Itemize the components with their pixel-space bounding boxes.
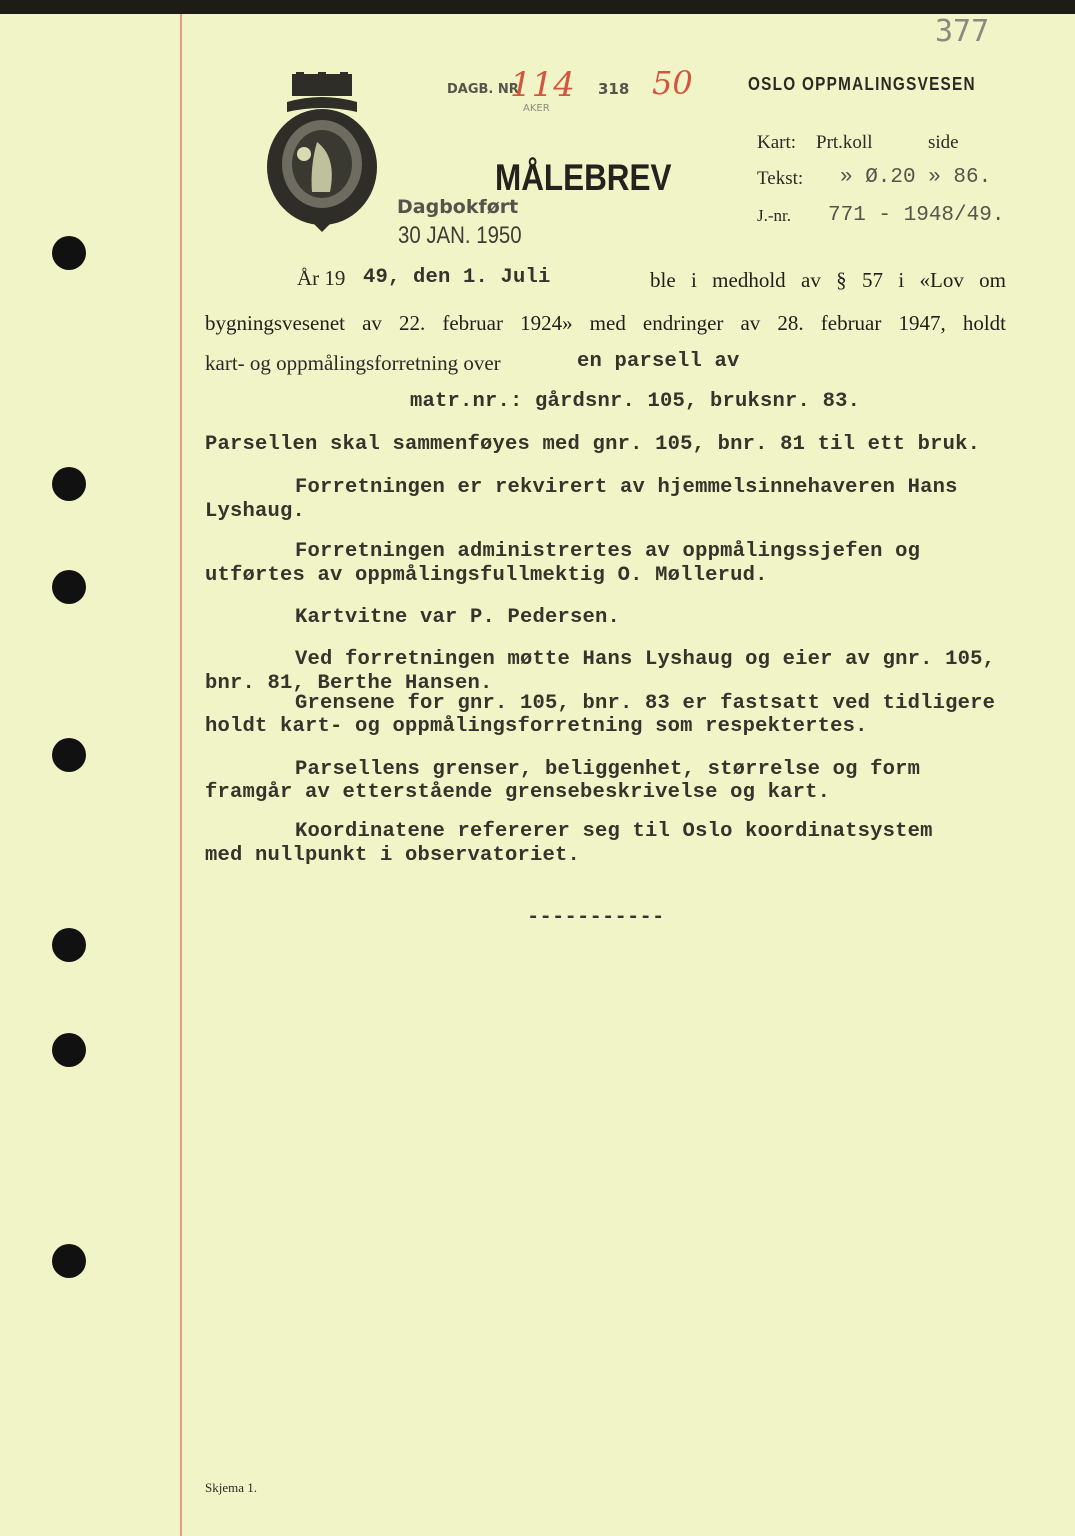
body-line: ble i medhold av § 57 i «Lov om xyxy=(650,268,1006,292)
paragraph-line: holdt kart- og oppmålingsforretning som respektertes. xyxy=(205,715,868,738)
tekst-value: » Ø.20 » 86. xyxy=(840,166,992,189)
paragraph-line: Kartvitne var P. Pedersen. xyxy=(295,606,621,629)
punch-hole xyxy=(52,1033,86,1067)
paragraph-line: utførtes av oppmålingsfullmektig O. Møllerud. xyxy=(205,564,768,587)
side-label: side xyxy=(928,132,959,153)
body-line-typed: en parsell av xyxy=(577,350,740,373)
scan-top-edge xyxy=(0,0,1075,14)
jnr-label: J.-nr. xyxy=(757,206,791,225)
body-line: bygningsvesenet av 22. februar 1924» med endringer av 28. februar 1947, holdt xyxy=(205,311,1006,335)
punch-hole xyxy=(52,738,86,772)
stamp-label: Dagbokført xyxy=(397,196,519,218)
jnr-value: 771 - 1948/49. xyxy=(828,204,1005,227)
page-number: 377 xyxy=(935,14,990,49)
paragraph-line: Parsellen skal sammenføyes med gnr. 105, bnr. 81 til ett bruk. xyxy=(205,433,981,456)
paragraph-line: Forretningen er rekvirert av hjemmelsinnehaveren Hans xyxy=(295,476,958,499)
paragraph-line: Koordinatene refererer seg til Oslo koordinatsystem xyxy=(295,820,933,843)
oslo-emblem xyxy=(262,72,382,232)
body-line: kart- og oppmålingsforretning over xyxy=(205,351,501,375)
paragraph-line: med nullpunkt i observatoriet. xyxy=(205,844,581,867)
date-typed: 49, den 1. Juli xyxy=(363,266,551,289)
year-prefix: År 19 xyxy=(297,266,351,290)
punch-hole xyxy=(52,467,86,501)
office-name: OSLO OPPMALINGSVESEN xyxy=(748,74,976,94)
paragraph-line: Grensene for gnr. 105, bnr. 83 er fastsatt ved tidligere xyxy=(295,692,996,715)
punch-hole xyxy=(52,1244,86,1278)
punch-hole xyxy=(52,570,86,604)
matr-line: matr.nr.: gårdsnr. 105, bruksnr. 83. xyxy=(410,390,861,413)
punch-hole xyxy=(52,928,86,962)
dagb-label: DAGB. NR xyxy=(447,82,519,97)
stamp-date: 30 JAN. 1950 xyxy=(398,222,522,249)
margin-line xyxy=(180,14,182,1536)
kart-label: Kart: xyxy=(757,132,797,153)
paragraph-line: Ved forretningen møtte Hans Lyshaug og eier av gnr. 105, xyxy=(295,648,996,671)
document-title: MÅLEBREV xyxy=(495,157,672,198)
paragraph-line: bnr. 81, Berthe Hansen. xyxy=(205,672,493,695)
paragraph-line: Forretningen administrertes av oppmålingssjefen og xyxy=(295,540,921,563)
paragraph-line: Parsellens grenser, beliggenhet, størrelse og form xyxy=(295,758,921,781)
form-label: Skjema 1. xyxy=(205,1480,257,1495)
dagb-year: 50 xyxy=(652,64,693,102)
aker-label: AKER xyxy=(523,103,550,114)
dagb-number: 114 xyxy=(510,65,575,105)
paragraph-line: Lyshaug. xyxy=(205,500,306,523)
kart-value: Prt.koll xyxy=(816,132,873,153)
divider-dashes: ----------- xyxy=(527,906,665,929)
punch-hole xyxy=(52,236,86,270)
tekst-label: Tekst: xyxy=(757,168,804,189)
paragraph-line: framgår av etterstående grensebeskrivelse og kart. xyxy=(205,781,831,804)
dagb-suffix: 318 xyxy=(598,80,630,98)
